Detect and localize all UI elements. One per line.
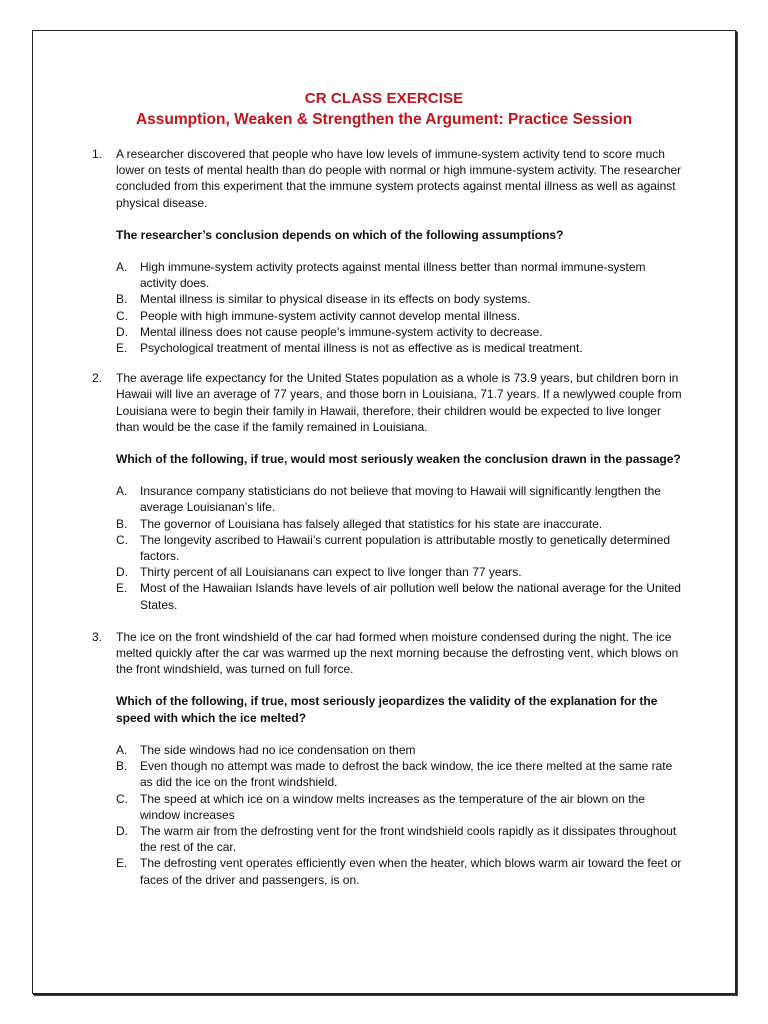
choice-text: Even though no attempt was made to defrost the back window, the ice there melted at the same rate as did the ice on the front windshield. xyxy=(140,759,673,790)
question-prompt: Which of the following, if true, most seriously jeopardizes the validity of the explanation for the speed with which the ice melted? xyxy=(116,694,658,725)
answer-choices xyxy=(116,259,682,356)
question-list xyxy=(92,146,682,888)
choice-letter: B. xyxy=(116,759,128,774)
choice-letter: E. xyxy=(116,856,128,871)
answer-choice-c xyxy=(116,532,682,564)
answer-choice-b xyxy=(116,516,682,532)
question-stem: The average life expectancy for the United States population as a whole is 73.9 years, but children born in Hawaii will live an average of 77 years, and those born in Louisiana, 71.7 years. If a newlywed couple from Louisiana were to begin their family in Hawaii, therefore, their children would be expected to live longer than would be the case if the family remained in Louisiana. xyxy=(116,371,682,434)
choice-text: Thirty percent of all Louisianans can expect to live longer than 77 years. xyxy=(140,565,522,580)
choice-text: Most of the Hawaiian Islands have levels of air pollution well below the national average for the United States. xyxy=(140,581,681,612)
question-number: 2. xyxy=(92,371,103,386)
answer-choice-e xyxy=(116,580,682,612)
choice-text: The side windows had no ice condensation on them xyxy=(140,742,416,757)
choice-text: Mental illness is similar to physical disease in its effects on body systems. xyxy=(140,292,531,307)
answer-choices xyxy=(116,742,682,888)
answer-choice-a xyxy=(116,742,682,758)
choice-letter: B. xyxy=(116,292,128,307)
choice-text: Psychological treatment of mental illness is not as effective as is medical treatment. xyxy=(140,341,583,356)
question-2 xyxy=(92,370,682,613)
choice-text: The warm air from the defrosting vent for the front windshield cools rapidly as it dissipates throughout the rest of the car. xyxy=(140,823,677,855)
question-number: 3. xyxy=(92,629,103,644)
choice-text: High immune-system activity protects against mental illness better than normal immune-system activity does. xyxy=(140,260,646,291)
choice-letter: E. xyxy=(116,581,128,596)
choice-text: Insurance company statisticians do not believe that moving to Hawaii will significantly lengthen the average Louisianan’s life. xyxy=(140,484,661,515)
answer-choice-d xyxy=(116,564,682,580)
answer-choice-d xyxy=(116,823,682,855)
choice-letter: A. xyxy=(116,260,128,275)
answer-choices xyxy=(116,483,682,613)
choice-text: The speed at which ice on a window melts increases as the temperature of the air blown on the window increases xyxy=(140,791,645,822)
choice-letter: D. xyxy=(116,324,128,339)
question-3 xyxy=(92,629,682,888)
answer-choice-a xyxy=(116,259,682,291)
question-prompt: Which of the following, if true, would most seriously weaken the conclusion drawn in the passage? xyxy=(116,452,681,467)
choice-letter: A. xyxy=(116,484,128,499)
answer-choice-e xyxy=(116,855,682,887)
answer-choice-c xyxy=(116,791,682,823)
answer-choice-b xyxy=(116,758,682,790)
choice-text: The longevity ascribed to Hawaii’s current population is attributable mostly to genetically determined factors. xyxy=(140,532,671,564)
choice-text: The defrosting vent operates efficiently even when the heater, which blows warm air toward the feet or faces of the driver and passengers, is on. xyxy=(140,856,682,887)
answer-choice-d xyxy=(116,324,682,340)
page-subtitle: Assumption, Weaken & Strengthen the Argument: Practice Session xyxy=(135,111,633,128)
document-header xyxy=(0,90,768,130)
choice-letter: B. xyxy=(116,516,128,531)
choice-letter: D. xyxy=(116,565,128,580)
choice-letter: C. xyxy=(116,308,128,323)
choice-text: Mental illness does not cause people’s immune-system activity to decrease. xyxy=(140,324,543,339)
answer-choice-a xyxy=(116,483,682,515)
answer-choice-e xyxy=(116,340,682,356)
question-prompt: The researcher’s conclusion depends on which of the following assumptions? xyxy=(116,227,564,242)
choice-text: The governor of Louisiana has falsely alleged that statistics for his state are inaccurate. xyxy=(140,516,603,531)
choice-text: People with high immune-system activity cannot develop mental illness. xyxy=(140,308,521,323)
choice-letter: A. xyxy=(116,742,128,757)
question-stem: A researcher discovered that people who have low levels of immune-system activity tend to score much lower on tests of mental health than do people with normal or high immune-system activity. The researcher concluded from this experiment that the immune system protects against mental illness as well as against physical disease. xyxy=(116,147,682,210)
choice-letter: C. xyxy=(116,791,128,806)
question-stem: The ice on the front windshield of the car had formed when moisture condensed during the night. The ice melted quickly after the car was warmed up the next morning because the defrosting vent, which blows on the front windshield, was turned on full force. xyxy=(116,629,679,677)
choice-letter: C. xyxy=(116,532,128,547)
question-1 xyxy=(92,146,682,356)
answer-choice-b xyxy=(116,291,682,307)
choice-letter: E. xyxy=(116,341,128,356)
question-number: 1. xyxy=(92,147,103,161)
page-title: CR CLASS EXERCISE xyxy=(304,90,464,107)
choice-letter: D. xyxy=(116,823,128,838)
answer-choice-c xyxy=(116,308,682,324)
